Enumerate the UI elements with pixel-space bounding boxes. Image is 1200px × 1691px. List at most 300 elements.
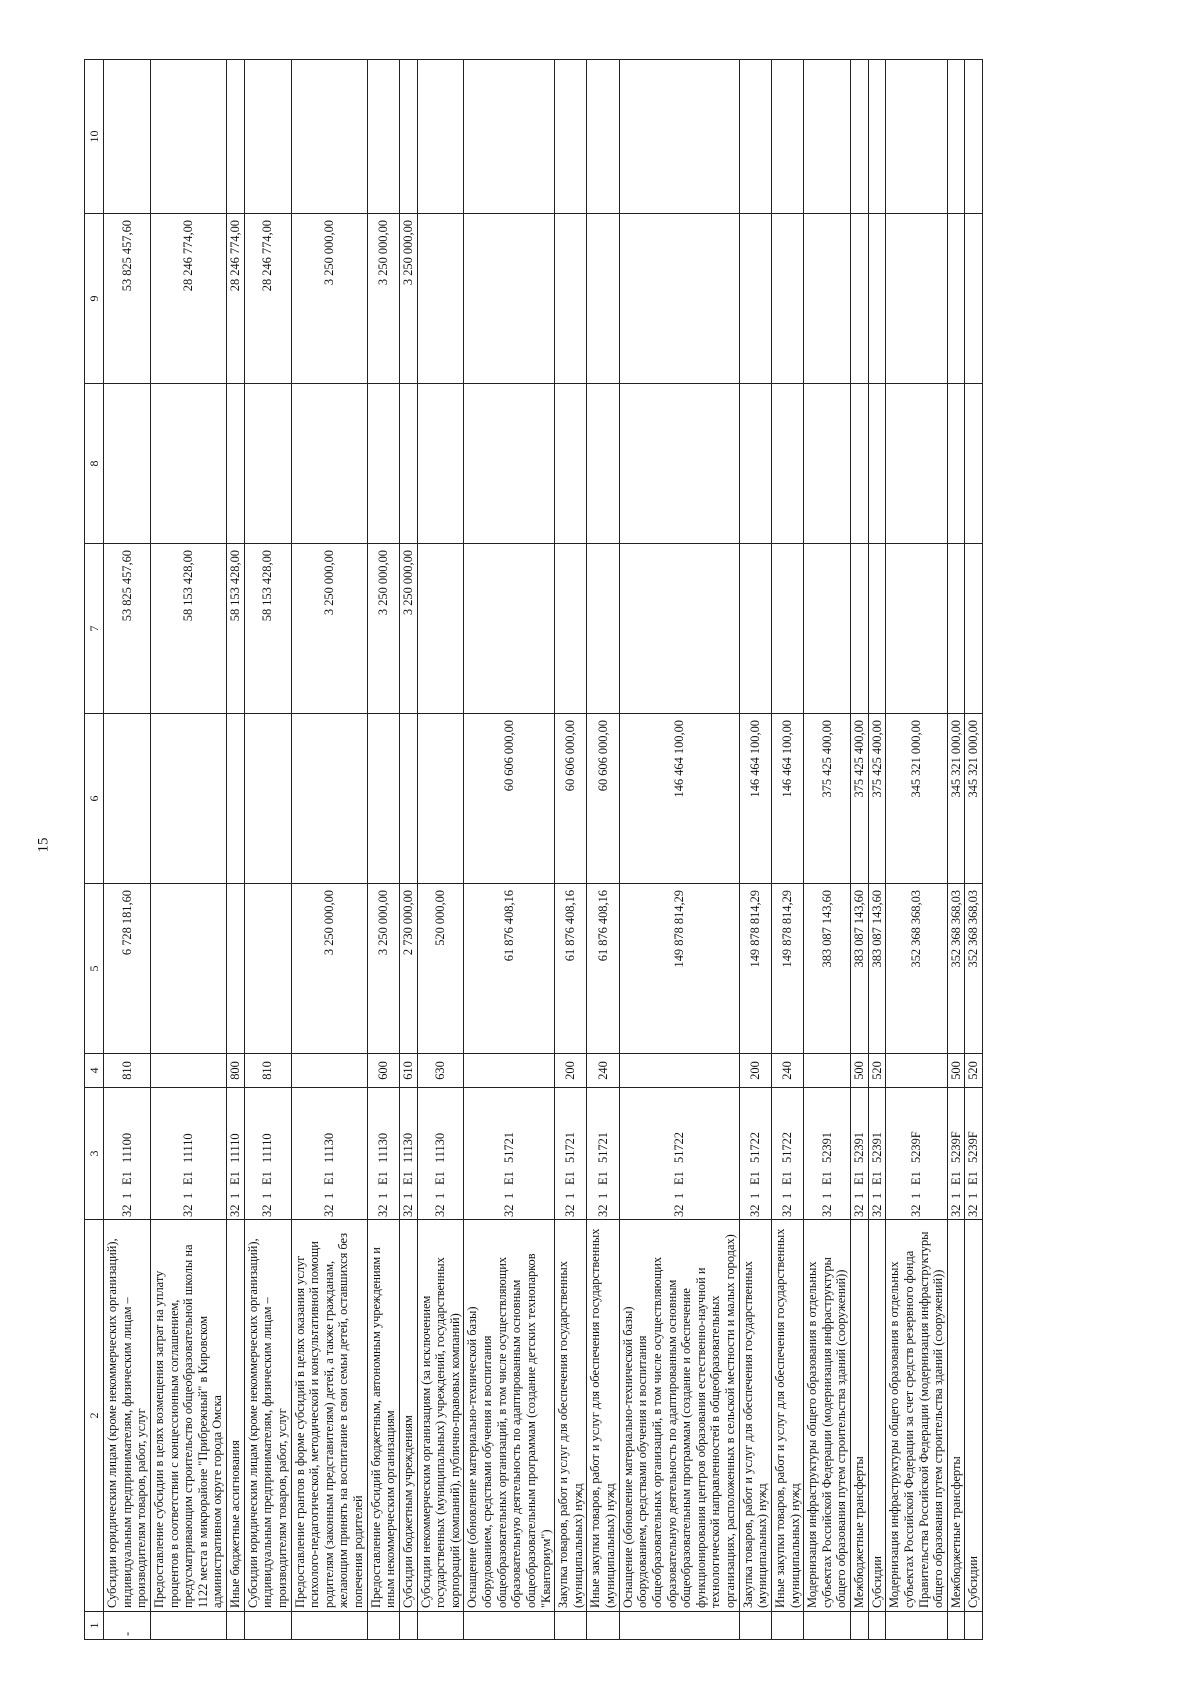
code-program: 32 xyxy=(747,1204,762,1217)
amount-col8-cell xyxy=(868,384,886,544)
amount-col6-cell xyxy=(104,714,151,884)
amount-col8-cell xyxy=(965,384,983,544)
amount-col7-cell: 3 250 000,00 xyxy=(399,544,417,714)
table-body xyxy=(104,60,983,1640)
table-row xyxy=(804,60,851,1640)
amount-col5-cell: 520 000,00 xyxy=(417,884,464,1054)
classification-code-cell xyxy=(868,1088,886,1220)
code-project: Е1 xyxy=(433,1171,448,1185)
code-subprogram: 1 xyxy=(501,1192,516,1199)
amount-col10-cell xyxy=(947,60,965,214)
classification-code-cell xyxy=(947,1088,965,1220)
code-subprogram: 1 xyxy=(375,1192,390,1199)
row-number-cell xyxy=(947,1612,965,1640)
classification-code-cell xyxy=(739,1088,771,1220)
amount-col8-cell xyxy=(150,384,226,544)
amount-col9-cell xyxy=(555,214,587,384)
code-subprogram: 1 xyxy=(119,1192,134,1199)
table-row xyxy=(886,60,948,1640)
code-direction: 11130 xyxy=(433,1132,448,1163)
code-subprogram: 1 xyxy=(181,1192,196,1199)
code-project: Е1 xyxy=(852,1171,866,1185)
code-project: Е1 xyxy=(671,1171,686,1185)
code-program: 32 xyxy=(228,1204,242,1217)
code-project: Е1 xyxy=(181,1171,196,1185)
table-row xyxy=(868,60,886,1640)
code-subprogram: 1 xyxy=(747,1192,762,1199)
code-direction: 11100 xyxy=(119,1132,134,1163)
amount-col9-cell xyxy=(587,214,619,384)
expense-type-cell xyxy=(804,1054,851,1088)
amount-col6-cell: 345 321 000,00 xyxy=(965,714,983,884)
amount-col9-cell xyxy=(868,214,886,384)
row-number-cell xyxy=(367,1612,399,1640)
amount-col6-cell xyxy=(291,714,367,884)
amount-col5-cell: 383 087 143,60 xyxy=(804,884,851,1054)
classification-code-cell xyxy=(965,1088,983,1220)
row-number-cell xyxy=(851,1612,869,1640)
amount-col9-cell xyxy=(464,214,555,384)
amount-col10-cell xyxy=(886,60,948,214)
amount-col10-cell xyxy=(150,60,226,214)
row-number-cell xyxy=(417,1612,464,1640)
amount-col5-cell: 61 876 408,16 xyxy=(464,884,555,1054)
code-subprogram: 1 xyxy=(260,1192,275,1199)
amount-col10-cell xyxy=(464,60,555,214)
amount-col10-cell xyxy=(619,60,739,214)
expense-type-cell: 600 xyxy=(367,1054,399,1088)
amount-col9-cell xyxy=(947,214,965,384)
amount-col9-cell: 3 250 000,00 xyxy=(367,214,399,384)
amount-col5-cell: 6 728 181,60 xyxy=(104,884,151,1054)
amount-col5-cell xyxy=(244,884,291,1054)
row-number-cell xyxy=(104,1612,151,1640)
budget-table xyxy=(84,59,983,1640)
amount-col6-cell: 60 606 000,00 xyxy=(555,714,587,884)
amount-col8-cell xyxy=(886,384,948,544)
table-row xyxy=(399,60,417,1640)
code-program: 32 xyxy=(780,1204,795,1217)
amount-col5-cell: 3 250 000,00 xyxy=(367,884,399,1054)
classification-code-cell xyxy=(464,1088,555,1220)
amount-col7-cell xyxy=(417,544,464,714)
amount-col8-cell xyxy=(555,384,587,544)
amount-col7-cell xyxy=(886,544,948,714)
amount-col10-cell xyxy=(739,60,771,214)
code-direction: 11130 xyxy=(400,1132,415,1163)
code-project: Е1 xyxy=(869,1171,884,1185)
amount-col10-cell xyxy=(244,60,291,214)
amount-col8-cell xyxy=(587,384,619,544)
code-subprogram: 1 xyxy=(595,1192,610,1199)
row-number-cell xyxy=(555,1612,587,1640)
row-number-cell xyxy=(464,1612,555,1640)
amount-col8-cell xyxy=(464,384,555,544)
description-cell: Субсидии бюджетным учреждениям xyxy=(399,1220,417,1612)
table-row xyxy=(104,60,151,1640)
row-number-cell xyxy=(619,1612,739,1640)
code-program: 32 xyxy=(119,1204,134,1217)
code-program: 32 xyxy=(321,1204,336,1217)
code-direction: 11130 xyxy=(375,1132,390,1163)
code-direction: 5239F xyxy=(948,1131,963,1163)
row-number-cell xyxy=(291,1612,367,1640)
table-row xyxy=(555,60,587,1640)
description-cell: Оснащение (обновление материально-технической базы) оборудованием, средствами обучения и воспитания общеобразовательных организаций, в том числе осуществляющих образовательную деятельность по адаптированным основным общеобразовательным программам (создание детских технопарков "Кванториум") xyxy=(464,1220,555,1612)
code-project: Е1 xyxy=(909,1171,924,1185)
description-cell: Субсидии некоммерческим организациям (за исключением государственных (муниципальных) учреждений, государственных корпораций (компаний), публично-правовых компаний) xyxy=(417,1220,464,1612)
code-project: Е1 xyxy=(321,1171,336,1185)
amount-col6-cell: 345 321 000,00 xyxy=(947,714,965,884)
table-row xyxy=(771,60,803,1640)
code-direction: 5239F xyxy=(966,1131,981,1163)
description-cell: Иные бюджетные ассигнования xyxy=(227,1220,245,1612)
expense-type-cell xyxy=(150,1054,226,1088)
description-cell: Субсидии юридическим лицам (кроме некоммерческих организаций), индивидуальным предпринимателям, физическим лицам – производителям товаров, работ, услуг xyxy=(244,1220,291,1612)
amount-col5-cell xyxy=(227,884,245,1054)
column-header: 5 xyxy=(85,884,104,1054)
amount-col6-cell xyxy=(367,714,399,884)
code-program: 32 xyxy=(501,1204,516,1217)
expense-type-cell: 200 xyxy=(739,1054,771,1088)
amount-col6-cell: 375 425 400,00 xyxy=(851,714,869,884)
amount-col8-cell xyxy=(804,384,851,544)
amount-col9-cell xyxy=(417,214,464,384)
expense-type-cell: 520 xyxy=(965,1054,983,1088)
code-program: 32 xyxy=(909,1204,924,1217)
row-number-cell xyxy=(965,1612,983,1640)
code-project: Е1 xyxy=(501,1171,516,1185)
expense-type-cell: 500 xyxy=(851,1054,869,1088)
amount-col7-cell xyxy=(555,544,587,714)
table-row xyxy=(619,60,739,1640)
expense-type-cell: 610 xyxy=(399,1054,417,1088)
code-project: Е1 xyxy=(563,1171,578,1185)
classification-code-cell xyxy=(291,1088,367,1220)
table-row xyxy=(244,60,291,1640)
table-row xyxy=(291,60,367,1640)
row-number-cell xyxy=(804,1612,851,1640)
amount-col5-cell: 383 087 143,60 xyxy=(868,884,886,1054)
amount-col9-cell xyxy=(739,214,771,384)
description-cell: Субсидии xyxy=(868,1220,886,1612)
expense-type-cell xyxy=(619,1054,739,1088)
code-program: 32 xyxy=(852,1204,866,1217)
amount-col5-cell: 61 876 408,16 xyxy=(587,884,619,1054)
code-program: 32 xyxy=(375,1204,390,1217)
amount-col10-cell xyxy=(399,60,417,214)
amount-col6-cell xyxy=(399,714,417,884)
description-cell: Закупка товаров, работ и услуг для обеспечения государственных (муниципальных) нужд xyxy=(555,1220,587,1612)
amount-col8-cell xyxy=(104,384,151,544)
amount-col9-cell: 28 246 774,00 xyxy=(227,214,245,384)
classification-code-cell xyxy=(886,1088,948,1220)
row-number-cell xyxy=(587,1612,619,1640)
amount-col10-cell xyxy=(804,60,851,214)
row-number-cell xyxy=(771,1612,803,1640)
expense-type-cell xyxy=(291,1054,367,1088)
code-project: Е1 xyxy=(819,1171,834,1185)
description-cell: Межбюджетные трансферты xyxy=(947,1220,965,1612)
code-project: Е1 xyxy=(966,1171,981,1185)
description-cell: Закупка товаров, работ и услуг для обеспечения государственных (муниципальных) нужд xyxy=(739,1220,771,1612)
amount-col9-cell xyxy=(771,214,803,384)
code-subprogram: 1 xyxy=(780,1192,795,1199)
amount-col6-cell xyxy=(227,714,245,884)
row-number-cell xyxy=(399,1612,417,1640)
expense-type-cell: 630 xyxy=(417,1054,464,1088)
column-header: 9 xyxy=(85,214,104,384)
amount-col7-cell xyxy=(739,544,771,714)
description-cell: Модернизация инфраструктуры общего образования в отдельных субъектах Российской Федерации за счет средств резервного фонда Правительства Российской Федерации (модернизация инфраструктуры общего образования путем строительства зданий (сооружений)) xyxy=(886,1220,948,1612)
code-program: 32 xyxy=(260,1204,275,1217)
column-header: 7 xyxy=(85,544,104,714)
code-project: Е1 xyxy=(780,1171,795,1185)
code-program: 32 xyxy=(819,1204,834,1217)
description-cell: Иные закупки товаров, работ и услуг для обеспечения государственных (муниципальных) нужд xyxy=(771,1220,803,1612)
code-subprogram: 1 xyxy=(869,1192,884,1199)
amount-col9-cell: 28 246 774,00 xyxy=(150,214,226,384)
amount-col5-cell: 352 368 368,03 xyxy=(965,884,983,1054)
amount-col7-cell xyxy=(868,544,886,714)
classification-code-cell xyxy=(244,1088,291,1220)
amount-col8-cell xyxy=(739,384,771,544)
expense-type-cell: 240 xyxy=(771,1054,803,1088)
expense-type-cell: 810 xyxy=(244,1054,291,1088)
code-subprogram: 1 xyxy=(966,1192,981,1199)
page-number: 15 xyxy=(35,837,52,853)
expense-type-cell: 800 xyxy=(227,1054,245,1088)
amount-col5-cell: 2 730 000,00 xyxy=(399,884,417,1054)
code-direction: 11110 xyxy=(181,1133,196,1163)
column-header: 8 xyxy=(85,384,104,544)
amount-col7-cell xyxy=(587,544,619,714)
code-direction: 11130 xyxy=(321,1132,336,1163)
amount-col7-cell xyxy=(965,544,983,714)
code-subprogram: 1 xyxy=(819,1192,834,1199)
classification-code-cell xyxy=(104,1088,151,1220)
classification-code-cell xyxy=(399,1088,417,1220)
amount-col8-cell xyxy=(619,384,739,544)
code-direction: 51722 xyxy=(671,1132,686,1163)
amount-col5-cell xyxy=(150,884,226,1054)
code-subprogram: 1 xyxy=(671,1192,686,1199)
amount-col6-cell: 375 425 400,00 xyxy=(868,714,886,884)
code-subprogram: 1 xyxy=(433,1192,448,1199)
amount-col5-cell: 149 878 814,29 xyxy=(771,884,803,1054)
row-number-cell xyxy=(244,1612,291,1640)
amount-col7-cell: 53 825 457,60 xyxy=(104,544,151,714)
classification-code-cell xyxy=(851,1088,869,1220)
amount-col10-cell xyxy=(587,60,619,214)
expense-type-cell: 810 xyxy=(104,1054,151,1088)
amount-col7-cell xyxy=(464,544,555,714)
rotated-page-content xyxy=(84,60,1124,1640)
amount-col10-cell xyxy=(851,60,869,214)
amount-col6-cell: 375 425 400,00 xyxy=(804,714,851,884)
header-row xyxy=(85,60,104,1640)
code-subprogram: 1 xyxy=(228,1192,242,1199)
code-project: Е1 xyxy=(595,1171,610,1185)
amount-col10-cell xyxy=(417,60,464,214)
column-header: 2 xyxy=(85,1220,104,1612)
code-project: Е1 xyxy=(260,1171,275,1185)
amount-col6-cell: 345 321 000,00 xyxy=(886,714,948,884)
amount-col9-cell xyxy=(886,214,948,384)
amount-col9-cell: 28 246 774,00 xyxy=(244,214,291,384)
code-program: 32 xyxy=(595,1204,610,1217)
code-subprogram: 1 xyxy=(563,1192,578,1199)
table-row xyxy=(227,60,245,1640)
description-cell: Модернизация инфраструктуры общего образования в отдельных субъектах Российской Федерации (модернизация инфраструктуры общего образования путем строительства зданий (сооружений)) xyxy=(804,1220,851,1612)
amount-col7-cell xyxy=(947,544,965,714)
amount-col5-cell: 352 368 368,03 xyxy=(947,884,965,1054)
classification-code-cell xyxy=(367,1088,399,1220)
amount-col10-cell xyxy=(555,60,587,214)
code-project: Е1 xyxy=(375,1171,390,1185)
amount-col6-cell: 146 464 100,00 xyxy=(619,714,739,884)
code-direction: 52391 xyxy=(869,1132,884,1163)
table-row xyxy=(587,60,619,1640)
amount-col8-cell xyxy=(399,384,417,544)
amount-col5-cell: 61 876 408,16 xyxy=(555,884,587,1054)
row-number-cell xyxy=(227,1612,245,1640)
classification-code-cell xyxy=(555,1088,587,1220)
amount-col7-cell: 58 153 428,00 xyxy=(227,544,245,714)
code-program: 32 xyxy=(563,1204,578,1217)
code-program: 32 xyxy=(966,1204,981,1217)
table-row xyxy=(367,60,399,1640)
amount-col8-cell xyxy=(244,384,291,544)
description-cell: Предоставление субсидий бюджетным, автономным учреждениям и иным некоммерческим организациям xyxy=(367,1220,399,1612)
description-cell: Иные закупки товаров, работ и услуг для обеспечения государственных (муниципальных) нужд xyxy=(587,1220,619,1612)
code-direction: 51722 xyxy=(747,1132,762,1163)
code-project: Е1 xyxy=(228,1171,242,1185)
amount-col7-cell xyxy=(851,544,869,714)
amount-col9-cell xyxy=(965,214,983,384)
classification-code-cell xyxy=(587,1088,619,1220)
amount-col8-cell xyxy=(771,384,803,544)
amount-col8-cell xyxy=(851,384,869,544)
code-program: 32 xyxy=(181,1204,196,1217)
amount-col8-cell xyxy=(291,384,367,544)
column-header: 1 xyxy=(85,1612,104,1640)
column-header: 3 xyxy=(85,1088,104,1220)
code-direction: 11110 xyxy=(228,1133,242,1163)
expense-type-cell: 520 xyxy=(868,1054,886,1088)
row-number-cell xyxy=(739,1612,771,1640)
classification-code-cell xyxy=(417,1088,464,1220)
code-direction: 52391 xyxy=(852,1132,866,1163)
code-subprogram: 1 xyxy=(909,1192,924,1199)
row-number-cell xyxy=(150,1612,226,1640)
amount-col9-cell: 3 250 000,00 xyxy=(291,214,367,384)
description-cell: Оснащение (обновление материально-технической базы) оборудованием, средствами обучения и воспитания общеобразовательных организаций, в том числе осуществляющих образовательную деятельность по адаптированным основным общеобразовательным программам (создание и обеспечение функционирования центров образования естественно-научной и технологической направленностей в общеобразовательных организациях, расположенных в сельской местности и малых городах) xyxy=(619,1220,739,1612)
amount-col7-cell: 3 250 000,00 xyxy=(367,544,399,714)
classification-code-cell xyxy=(227,1088,245,1220)
code-subprogram: 1 xyxy=(321,1192,336,1199)
table-row xyxy=(150,60,226,1640)
amount-col7-cell xyxy=(771,544,803,714)
description-cell: Предоставление субсидии в целях возмещения затрат на уплату процентов в соответствии с концессионным соглашением, предусматривающим строительство общеобразовательной школы на 1122 места в микрорайоне "Прибрежный" в Кировском административном округе города Омска xyxy=(150,1220,226,1612)
expense-type-cell xyxy=(464,1054,555,1088)
amount-col10-cell xyxy=(965,60,983,214)
amount-col9-cell: 3 250 000,00 xyxy=(399,214,417,384)
amount-col5-cell: 149 878 814,29 xyxy=(619,884,739,1054)
amount-col6-cell xyxy=(150,714,226,884)
classification-code-cell xyxy=(804,1088,851,1220)
amount-col10-cell xyxy=(227,60,245,214)
amount-col9-cell xyxy=(851,214,869,384)
amount-col7-cell: 3 250 000,00 xyxy=(291,544,367,714)
description-cell: Предоставление грантов в форме субсидий в целях оказания услуг психолого-педагогической, методической и консультативной помощи родителям (законным представителям) детей, а также гражданам, желающим принять на воспитание в свои семьи детей, оставшихся без попечения родителей xyxy=(291,1220,367,1612)
expense-type-cell xyxy=(886,1054,948,1088)
amount-col9-cell: 53 825 457,60 xyxy=(104,214,151,384)
column-header: 10 xyxy=(85,60,104,214)
row-number-cell xyxy=(886,1612,948,1640)
expense-type-cell: 500 xyxy=(947,1054,965,1088)
amount-col8-cell xyxy=(947,384,965,544)
amount-col6-cell xyxy=(244,714,291,884)
code-program: 32 xyxy=(869,1204,884,1217)
amount-col9-cell xyxy=(619,214,739,384)
amount-col6-cell: 60 606 000,00 xyxy=(464,714,555,884)
amount-col10-cell xyxy=(367,60,399,214)
row-dash: - xyxy=(119,1631,134,1636)
amount-col8-cell xyxy=(227,384,245,544)
amount-col6-cell xyxy=(417,714,464,884)
amount-col6-cell: 146 464 100,00 xyxy=(771,714,803,884)
code-program: 32 xyxy=(948,1204,963,1217)
description-cell: Субсидии xyxy=(965,1220,983,1612)
code-direction: 11110 xyxy=(260,1133,275,1163)
classification-code-cell xyxy=(771,1088,803,1220)
classification-code-cell xyxy=(619,1088,739,1220)
table-row xyxy=(417,60,464,1640)
code-direction: 5239F xyxy=(909,1131,924,1163)
amount-col9-cell xyxy=(804,214,851,384)
code-subprogram: 1 xyxy=(400,1192,415,1199)
code-direction: 51721 xyxy=(563,1132,578,1163)
code-subprogram: 1 xyxy=(852,1192,866,1199)
amount-col6-cell: 146 464 100,00 xyxy=(739,714,771,884)
table-row xyxy=(739,60,771,1640)
amount-col10-cell xyxy=(868,60,886,214)
expense-type-cell: 200 xyxy=(555,1054,587,1088)
amount-col5-cell: 383 087 143,60 xyxy=(851,884,869,1054)
column-header: 6 xyxy=(85,714,104,884)
code-direction: 51721 xyxy=(595,1132,610,1163)
amount-col5-cell: 352 368 368,03 xyxy=(886,884,948,1054)
code-direction: 51722 xyxy=(780,1132,795,1163)
code-direction: 52391 xyxy=(819,1132,834,1163)
amount-col7-cell xyxy=(619,544,739,714)
table-row xyxy=(947,60,965,1640)
code-project: Е1 xyxy=(948,1171,963,1185)
description-cell: Межбюджетные трансферты xyxy=(851,1220,869,1612)
amount-col6-cell: 60 606 000,00 xyxy=(587,714,619,884)
code-program: 32 xyxy=(433,1204,448,1217)
amount-col7-cell: 58 153 428,00 xyxy=(244,544,291,714)
classification-code-cell xyxy=(150,1088,226,1220)
description-cell: Субсидии юридическим лицам (кроме некоммерческих организаций), индивидуальным предпринимателям, физическим лицам – производителям товаров, работ, услуг xyxy=(104,1220,151,1612)
amount-col7-cell xyxy=(804,544,851,714)
amount-col7-cell: 58 153 428,00 xyxy=(150,544,226,714)
amount-col8-cell xyxy=(417,384,464,544)
code-direction: 51721 xyxy=(501,1132,516,1163)
code-program: 32 xyxy=(671,1204,686,1217)
amount-col5-cell: 3 250 000,00 xyxy=(291,884,367,1054)
